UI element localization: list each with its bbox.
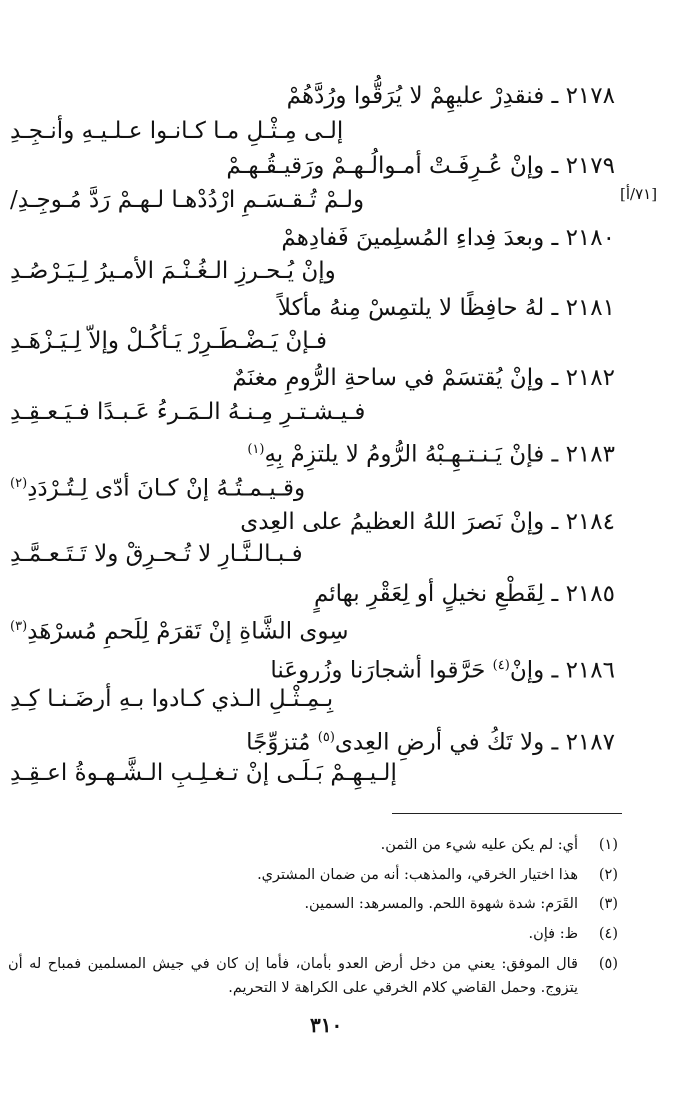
verse-first-hemistich: ٢١٨٠ ـ وبعدَ فِداءِ المُسلِمينَ فَفادِهمْ (281, 225, 615, 251)
verse-text: ولا تَكُ في أرضِ العِدى (334, 729, 545, 756)
verse-number: ٢١٧٨ (565, 83, 615, 109)
verse-second-hemistich: فـإنْ يَـضْـطَـرِرْ يَـأكُـلْ وإلاّ لِـيَـزْهَـدِ (10, 328, 328, 354)
verse-first-hemistich: ٢١٨٧ ـ ولا تَكُ في أرضِ العِدى$^{(٥)}$ مُتزوِّجًا (246, 729, 615, 756)
verse-second-hemistich: إلـيـهِـمْ بَـلَـى إنْ تـغـلِـبِ الـشَّـهـوةُ اعـقِـدِ (10, 760, 397, 786)
verse-text: سِوى الشَّاةِ إنْ تَقرَمْ لِلَحمِ مُسرْهَدِ (27, 618, 349, 645)
footnote-text: قال الموفق: يعني من دخل أرض العدو بأمان، فأما إن كان في جيش المسلمين فمباح له أن يتزوج. وحمل القاضي كلام الخرقي على الكراهة لا التحريم. (8, 956, 578, 996)
verse-first-hemistich: ٢١٨٣ ـ فإنْ يَـنـتـهِـبْهُ الرُّومُ لا يلتزِمْ بِهِ$^{(١)}$ (247, 441, 615, 468)
page-number: ٣١٠ (310, 1013, 343, 1037)
verse-number: ٢١٨٢ (565, 365, 615, 391)
verse-text: حَرَّقوا أشجارَنا وزُروعَنا (270, 657, 493, 684)
verse-second-hemistich: ولـمْ تُـقـسَـمِ ارْدُدْهـا لـهـمْ رَدَّ مُـوجِـدِ/ (10, 187, 365, 213)
footnote-marker: (٤) (492, 658, 510, 673)
footnote-number: (٤) (598, 926, 618, 942)
verse-text: فنقدِرْ عليهِمْ لا يُرَقُّوا ورُدَّهُمْ (286, 83, 545, 109)
verse-second-hemistich: فـبـالـنَّـارِ لا تُـحـرِقْ ولا تَـتَـعـمَّـدِ (10, 541, 303, 567)
verse-text: مُتزوِّجًا (246, 729, 318, 756)
footnote-marker: (٢) (10, 476, 28, 491)
verse-first-hemistich: ٢١٧٩ ـ وإنْ عُـرِفَـتْ أمـوالُـهـمْ ورَقيـقُـهـمْ (226, 153, 615, 179)
verse-number: ٢١٧٩ (565, 153, 615, 179)
footnote-number: (٣) (598, 896, 618, 912)
footnote-number: (٢) (598, 867, 618, 883)
verse-text: لهُ حافِظًا لا يلتمِسْ مِنهُ مأكلاً (277, 295, 545, 321)
verse-text: وقـيـمـتُـهُ إنْ كـانَ أدّى لِـتُـرْدَدِ (27, 475, 306, 502)
verse-text: وإنْ نَصرَ اللهُ العظيمُ على العِدى (240, 509, 545, 535)
footnote-text: هذا اختيار الخرقي، والمذهب: أنه من ضمان المشتري. (257, 867, 578, 883)
footnote (8, 952, 618, 1000)
verse-text: وإنْ (509, 657, 545, 684)
verse-first-hemistich: ٢١٨١ ـ لهُ حافِظًا لا يلتمِسْ مِنهُ مأكلاً (277, 295, 615, 321)
verse-first-hemistich: ٢١٨٤ ـ وإنْ نَصرَ اللهُ العظيمُ على العِدى (240, 509, 615, 535)
footnote-separator (392, 813, 622, 814)
verse-second-hemistich (10, 468, 305, 505)
verse-number: ٢١٨٦ (565, 657, 615, 684)
footnote-marker: (٥) (317, 730, 335, 745)
verse-text: وإنْ عُـرِفَـتْ أمـوالُـهـمْ ورَقيـقُـهـمْ (226, 153, 545, 179)
verse-second-hemistich: فـيـشـتـرِ مِـنـهُ الـمَـرءُ عَـبـدًا فـيَـعـقِـدِ (10, 399, 366, 425)
verse-second-hemistich: بِـمِـثْـلِ الـذي كـادوا بـهِ أرضَـنـا كِـدِ (10, 686, 334, 712)
verse-number: ٢١٨٤ (565, 509, 615, 535)
verse-first-hemistich: ٢١٨٦ ـ وإنْ$^{(٤)}$ حَرَّقوا أشجارَنا وزُروعَنا (270, 657, 615, 684)
verse-first-hemistich: ٢١٨٥ ـ لِقَطْعِ نخيلٍ أو لِعَقْرِ بهائمٍ (313, 581, 615, 607)
verse-text: فإنْ يَـنـتـهِـبْهُ الرُّومُ لا يلتزِمْ بِهِ (264, 441, 545, 468)
verse-second-hemistich: وإنْ يُـحـرزِ الـغُـنْـمَ الأمـيرُ لِـيَـرْصُـدِ (10, 258, 336, 284)
verse-second-hemistich (10, 611, 349, 648)
footnote-text: أي: لم يكن عليه شيء من الثمن. (380, 837, 578, 853)
verse-number: ٢١٨٧ (565, 729, 615, 756)
margin-note: [٧١/أ] (620, 185, 658, 203)
verse-first-hemistich: ٢١٧٨ ـ فنقدِرْ عليهِمْ لا يُرَقُّوا ورُدَّهُمْ (286, 83, 615, 109)
footnote-text: القَرَم: شدة شهوة اللحم. والمسرهد: السمين. (304, 896, 578, 912)
footnote-marker: (٣) (10, 619, 28, 634)
verse-text: وإنْ يُقتسَمْ في ساحةِ الرُّومِ مغنَمٌ (232, 365, 545, 391)
verse-text: وبعدَ فِداءِ المُسلِمينَ فَفادِهمْ (281, 225, 545, 251)
verse-first-hemistich: ٢١٨٢ ـ وإنْ يُقتسَمْ في ساحةِ الرُّومِ مغنَمٌ (232, 365, 615, 391)
footnote-marker: (١) (247, 442, 265, 457)
verse-number: ٢١٨٥ (565, 581, 615, 607)
verse-second-hemistich: إلـى مِـثْـلِ مـا كـانـوا عـلـيـهِ وأنـجِـدِ (10, 118, 344, 144)
verse-number: ٢١٨٣ (565, 441, 615, 468)
footnote-number: (١) (598, 837, 618, 853)
footnote-text: ظ: فإن. (528, 926, 578, 942)
footnote-number: (٥) (598, 956, 618, 972)
verse-text: لِقَطْعِ نخيلٍ أو لِعَقْرِ بهائمٍ (313, 581, 545, 607)
verse-number: ٢١٨٠ (565, 225, 615, 251)
verse-number: ٢١٨١ (565, 295, 615, 321)
